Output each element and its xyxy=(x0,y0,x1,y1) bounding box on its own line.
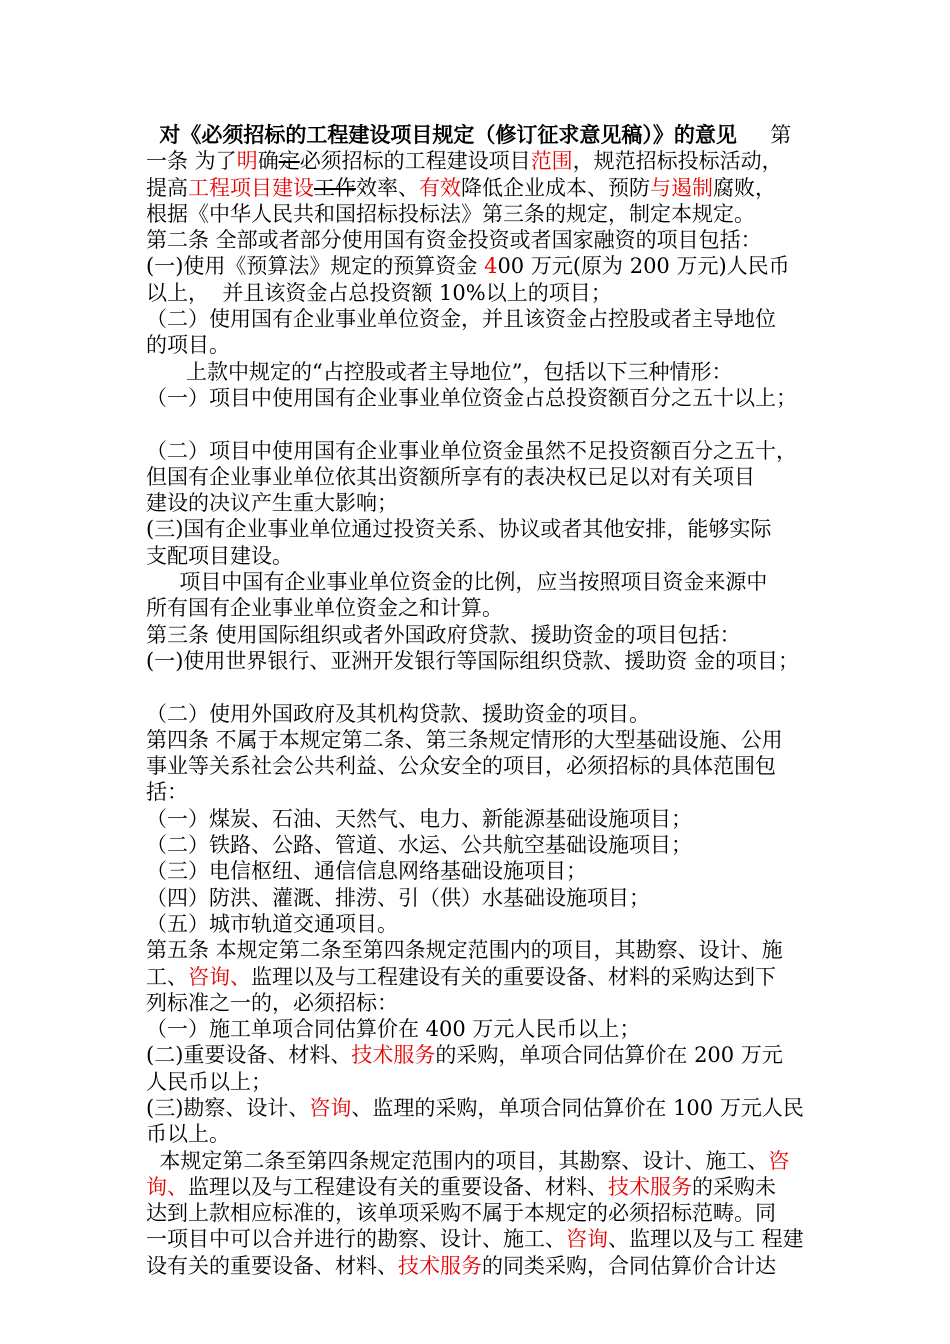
article2-case2-line1: （二）项目中使用国有企业事业单位资金虽然不足投资额百分之五十， xyxy=(146,438,797,463)
article4-item3: （三）电信枢纽、通信信息网络基础设施项目； xyxy=(146,859,587,884)
article5-para2-line4 xyxy=(146,1226,822,1252)
article2-case3-line2: 支配项目建设。 xyxy=(146,543,293,568)
article2-case3-line1: (三)国有企业事业单位通过投资关系、协议或者其他安排，能够实际 xyxy=(146,517,772,542)
article4-item2: （二）铁路、公路、管道、水运、公共航空基础设施项目； xyxy=(146,833,692,858)
revision-insert: 咨 xyxy=(768,1148,790,1173)
article2-case2-line3: 建设的决议产生重大影响； xyxy=(146,491,398,516)
article2-paragraph-intro: 上款中规定的“占控股或者主导地位”，包括以下三种情形： xyxy=(146,359,733,384)
blank-line xyxy=(146,674,822,700)
article3-heading: 第三条 使用国际组织或者外国政府贷款、援助资金的项目包括： xyxy=(146,622,741,647)
text-run: 一条 为了 xyxy=(146,149,237,174)
article5-item3-line1 xyxy=(146,1095,822,1121)
article5-para2-line2 xyxy=(146,1174,822,1200)
article5-item3-line2: 币以上。 xyxy=(146,1122,230,1147)
text-run: 一项目中可以合并进行的勘察、设计、施工、 xyxy=(146,1227,566,1252)
text-run: 效率、 xyxy=(356,175,419,200)
revision-insert: 技术服务 xyxy=(608,1174,692,1199)
text-run: 必须招标的工程建设项目 xyxy=(299,149,531,174)
text-run: 确 xyxy=(257,149,279,174)
article4-heading-line1: 第四条 不属于本规定第二条、第三条规定情形的大型基础设施、公用 xyxy=(146,727,783,752)
text-run: 监理以及与工程建设有关的重要设备、材料、 xyxy=(188,1174,608,1199)
article4-item1: （一）煤炭、石油、天然气、电力、新能源基础设施项目； xyxy=(146,806,692,831)
revision-insert: 咨询 xyxy=(566,1227,608,1252)
revision-insert: 范围 xyxy=(530,149,573,174)
blank-line xyxy=(146,411,822,437)
article5-heading-line1: 第五条 本规定第二条至第四条规定范围内的项目，其勘察、设计、施 xyxy=(146,938,783,963)
article5-para2-line3: 达到上款相应标准的，该单项采购不属于本规定的必须招标范畴。同 xyxy=(146,1201,776,1226)
revision-insert: 有效 xyxy=(419,175,461,200)
revision-insert: 咨询、 xyxy=(188,964,251,989)
article5-heading-line3: 列标准之一的，必须招标： xyxy=(146,990,398,1015)
article2-case2-line2: 但国有企业事业单位依其出资额所享有的表决权已足以对有关项目 xyxy=(146,464,755,489)
article5-item2-line2: 人民币以上； xyxy=(146,1069,272,1094)
revision-insert: 技术服务 xyxy=(398,1253,482,1278)
article2-item1-line1 xyxy=(146,253,822,279)
text-run: 工、 xyxy=(146,964,188,989)
revision-insert: 4 xyxy=(484,254,498,279)
article2-ratio-line1: 项目中国有企业事业单位资金的比例，应当按照项目资金来源中 xyxy=(146,570,768,595)
revision-delete: 工作 xyxy=(314,175,356,200)
article1-lead-fragment: 第 xyxy=(770,123,792,147)
text-run: 、监理的采购，单项合同估算价在 100 万元人民 xyxy=(351,1095,804,1120)
article5-para2-line5 xyxy=(146,1253,822,1279)
article2-heading: 第二条 全部或者部分使用国有资金投资或者国家融资的项目包括： xyxy=(146,228,762,253)
revision-insert: 咨询 xyxy=(309,1095,352,1120)
text-run: 的采购，单项合同估算价在 200 万元 xyxy=(435,1043,783,1068)
revision-insert: 工程项目建设 xyxy=(188,175,314,200)
revision-delete: 定 xyxy=(278,149,300,174)
article2-case1: （一）项目中使用国有企业事业单位资金占总投资额百分之五十以上； xyxy=(146,385,797,410)
article2-item2-line2: 的项目。 xyxy=(146,333,230,358)
revision-insert: 技术服务 xyxy=(351,1043,436,1068)
text-run: 、监理以及与工 程建 xyxy=(608,1227,804,1252)
text-run: ，规范招标投标活动， xyxy=(572,149,783,174)
text-run: 设有关的重要设备、材料、 xyxy=(146,1253,398,1278)
text-run: (二)重要设备、材料、 xyxy=(146,1043,352,1068)
text-run: 腐败， xyxy=(713,175,776,200)
revision-insert: 询、 xyxy=(146,1174,188,1199)
article4-item4: （四）防洪、灌溉、排涝、引（供）水基础设施项目； xyxy=(146,885,650,910)
article1-line1 xyxy=(146,148,822,174)
article5-item2-line1 xyxy=(146,1042,822,1068)
article5-para2-line1 xyxy=(146,1148,822,1174)
article5-item1: （一）施工单项合同估算价在 400 万元人民币以上； xyxy=(146,1017,641,1042)
text-run: 本规定第二条至第四条规定范围内的项目，其勘察、设计、施工、 xyxy=(146,1148,769,1173)
article2-ratio-line2: 所有国有企业事业单位资金之和计算。 xyxy=(146,596,503,621)
title-line xyxy=(146,122,822,148)
document-page xyxy=(146,122,822,1279)
article2-item1-line2: 以上， 并且该资金占总投资额 10%以上的项目； xyxy=(146,280,612,305)
revision-insert: 明 xyxy=(236,149,258,174)
article3-item1: (一)使用世界银行、亚洲开发银行等国际组织贷款、援助资 金的项目； xyxy=(146,648,800,673)
text-run: 降低企业成本、预防 xyxy=(461,175,650,200)
article5-heading-line2 xyxy=(146,964,822,990)
text-run: 的采购未 xyxy=(692,1174,776,1199)
article2-item2-line1: （二）使用国有企业事业单位资金，并且该资金占控股或者主导地位 xyxy=(146,307,776,332)
article4-item5: （五）城市轨道交通项目。 xyxy=(146,911,398,936)
text-run: 00 万元(原为 200 万元)人民币 xyxy=(497,254,790,279)
text-run: (三)勘察、设计、 xyxy=(146,1095,310,1120)
article4-heading-line3: 括： xyxy=(146,780,188,805)
article4-heading-line2: 事业等关系社会公共利益、公众安全的项目，必须招标的具体范围包 xyxy=(146,754,776,779)
article1-line3: 根据《中华人民共和国招标投标法》第三条的规定，制定本规定。 xyxy=(146,201,755,226)
article1-line2 xyxy=(146,175,822,201)
article3-item2: （二）使用外国政府及其机构贷款、援助资金的项目。 xyxy=(146,701,650,726)
text-run: 提高 xyxy=(146,175,188,200)
text-run: 的同类采购，合同估算价合计达 xyxy=(482,1253,776,1278)
document-title: 对《必须招标的工程建设项目规定（修订征求意见稿）》的意见 xyxy=(159,123,737,147)
text-run: (一)使用《预算法》规定的预算资金 xyxy=(146,254,485,279)
text-run: 监理以及与工程建设有关的重要设备、材料的采购达到下 xyxy=(251,964,776,989)
revision-insert: 与遏制 xyxy=(650,175,713,200)
